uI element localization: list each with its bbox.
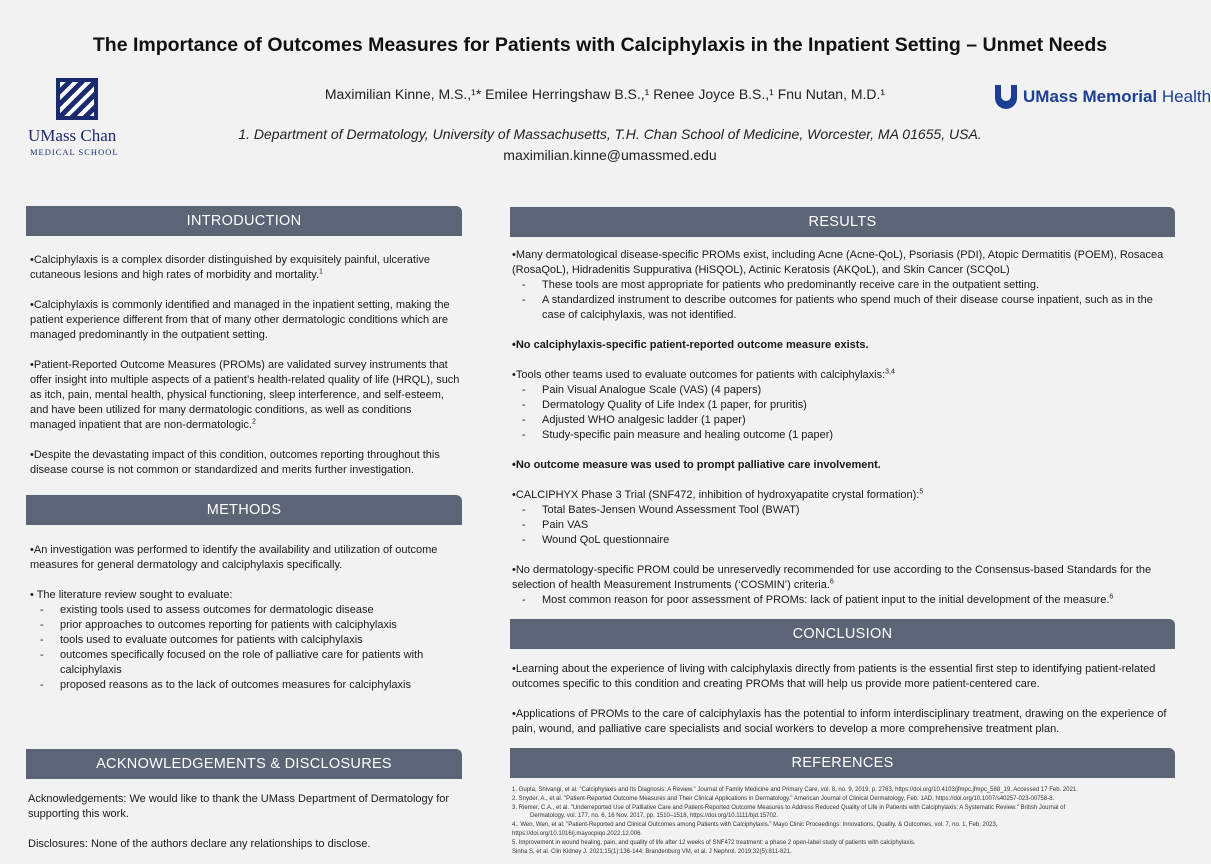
results-finding-1: •No calciphylaxis-specific patient-reported outcome measure exists. bbox=[512, 339, 869, 351]
results-p3-list bbox=[512, 503, 1172, 548]
list-item: - Total Bates-Jensen Wound Assessment Tool (BWAT) bbox=[512, 503, 1172, 518]
list-item: - Pain VAS bbox=[512, 518, 1172, 533]
results-p4-sup: 6 bbox=[829, 578, 834, 586]
reference-line: Sinha S, et al. Clin Kidney J. 2021;15(1):136-144; Brandenburg VM, et al. J Nephrol. 2019;32(5):811-821. bbox=[512, 848, 792, 855]
results-p2: •Tools other teams used to evaluate outcomes for patients with calciphylaxis: bbox=[512, 369, 886, 381]
list-item: - Wound QoL questionnaire bbox=[512, 533, 1172, 548]
list-item: - existing tools used to assess outcomes for dermatologic disease bbox=[30, 603, 460, 618]
results-p4-item-sup: 6 bbox=[1109, 593, 1114, 601]
list-item: - A standardized instrument to describe outcomes for patients who spend much of their disease course inpatient, such as in the case of calciphylaxis, was not identified. bbox=[512, 293, 1172, 323]
list-item: - outcomes specifically focused on the role of palliative care for patients with calciphylaxis bbox=[30, 648, 460, 678]
results-p3-sup: 5 bbox=[919, 488, 924, 496]
methods-p2: • The literature review sought to evaluate: bbox=[30, 589, 233, 601]
references-heading: REFERENCES bbox=[510, 748, 1175, 778]
intro-p3: •Patient-Reported Outcome Measures (PROMs) are validated survey instruments that offer insight into multiple aspects of a patient’s health-related quality of life (HRQL), such as itch, pain, mental health, physical functioning, sleep interference, and self-esteem, and have been utilized for many dermatologic conditions, as well as conditions managed inpatient that are non-dermatologic. bbox=[30, 359, 460, 431]
conclusion-body bbox=[512, 662, 1172, 737]
contact-email[interactable]: maximilian.kinne@umassmed.edu bbox=[503, 147, 717, 163]
reference-line: 5. Improvement in wound healing, pain, and quality of life after 12 weeks of SNF472 treatment: a phase 2 open-label study of patients with calciphylaxis. bbox=[512, 839, 916, 846]
list-item: - prior approaches to outcomes reporting for patients with calciphylaxis bbox=[30, 618, 460, 633]
reference-line: Dermatology, vol. 177, no. 6, 16 Nov. 2017, pp. 1510–1518, https://doi.org/10.1111/bjd.15702. bbox=[530, 813, 778, 820]
results-p2-list bbox=[512, 383, 1172, 443]
results-p4-list bbox=[512, 593, 1172, 608]
list-item: Most common reason for poor assessment of PROMs: lack of patient input to the initial development of the measure. bbox=[542, 594, 1110, 606]
introduction-body bbox=[30, 253, 460, 493]
intro-p1: •Calciphylaxis is a complex disorder distinguished by exquisitely painful, ulcerative cutaneous lesions and high rates of morbidity and mortality. bbox=[30, 254, 431, 281]
logo-left-name: UMass Chan bbox=[28, 126, 117, 145]
ack-text: Acknowledgements: We would like to thank the UMass Department of Dermatology for supporting this work. bbox=[28, 793, 450, 820]
results-p1: •Many dermatological disease-specific PROMs exist, including Acne (Acne-QoL), Psoriasis (PDI), Atopic Dermatitis (POEM), Rosacea (RosaQoL), Hidradenitis Suppurativa (HiSQOL), Actinic Keratosis (AKQoL), and Skin Cancer (SCQoL) bbox=[512, 249, 1164, 276]
results-p3: •CALCIPHYX Phase 3 Trial (SNF472, inhibition of hydroxyapatite crystal formation): bbox=[512, 489, 920, 501]
methods-list bbox=[30, 603, 460, 693]
methods-p1: •An investigation was performed to identify the availability and utilization of outcome measures for general dermatology and calciphylaxis specifically. bbox=[30, 544, 438, 571]
results-heading: RESULTS bbox=[510, 207, 1175, 237]
intro-p2: •Calciphylaxis is commonly identified and managed in the inpatient setting, making the patient experience different from that of many other dermatologic conditions which are managed predominantly in the outpatient setting. bbox=[30, 299, 450, 341]
results-p2-sup: 3,4 bbox=[885, 368, 895, 376]
disclosures-text: Disclosures: None of the authors declare any relationships to disclose. bbox=[28, 838, 371, 850]
reference-line: 2. Snyder, A., et al. "Patient-Reported Outcome Measures and Their Clinical Applications in Dermatology." American Journal of Clinical Dermatology, Feb. 1AD, https://doi.org/10.1007/s40257-023-00758-8. bbox=[512, 795, 1055, 802]
conclusion-heading: CONCLUSION bbox=[510, 619, 1175, 649]
affiliation-line: 1. Department of Dermatology, University of Massachusetts, T.H. Chan School of Medicine, Worcester, MA 01655, USA. bbox=[238, 126, 982, 142]
list-item: - Dermatology Quality of Life Index (1 paper, for pruritis) bbox=[512, 398, 1172, 413]
methods-body bbox=[30, 543, 460, 693]
list-item: - These tools are most appropriate for patients who predominantly receive care in the outpatient setting. bbox=[512, 278, 1172, 293]
reference-line: https://doi.org/10.1016/j.mayocpiqo.2022.12.006. bbox=[512, 830, 643, 837]
results-p4: •No dermatology-specific PROM could be unreservedly recommended for use according to the Consensus-based Standards for the selection of health Measurement Instruments (‘COSMIN’) criteria. bbox=[512, 564, 1152, 591]
list-item: - proposed reasons as to the lack of outcomes measures for calciphylaxis bbox=[30, 678, 460, 693]
methods-heading: METHODS bbox=[26, 495, 462, 525]
reference-line: 1. Gupta, Shivangi, et al. "Calciphylaxis and Its Diagnosis: A Review." Journal of Family Medicine and Primary Care, vol. 8, no. 9, 2019, p. 2763, https://doi.org/10.4103/jfmpc.jfmpc_588_19. Accessed 17 Feb. 2021. bbox=[512, 787, 1078, 793]
results-body bbox=[512, 248, 1172, 608]
list-item: - Pain Visual Analogue Scale (VAS) (4 papers) bbox=[512, 383, 1172, 398]
results-finding-2: •No outcome measure was used to prompt palliative care involvement. bbox=[512, 459, 881, 471]
list-item: - Adjusted WHO analgesic ladder (1 paper) bbox=[512, 413, 1172, 428]
references-list bbox=[512, 786, 1172, 856]
conclusion-p1: •Learning about the experience of living with calciphylaxis directly from patients is the essential first step to identifying patient-related outcomes specific to this condition and creating PROMs that will help us provide more patient-centered care. bbox=[512, 663, 1156, 690]
intro-p1-sup: 1 bbox=[319, 268, 323, 276]
list-item: - Study-specific pain measure and healing outcome (1 paper) bbox=[512, 428, 1172, 443]
results-p1-list bbox=[512, 278, 1172, 323]
logo-left-sub: MEDICAL SCHOOL bbox=[30, 147, 119, 157]
poster-title: The Importance of Outcomes Measures for Patients with Calciphylaxis in the Inpatient Setting – Unmet Needs bbox=[92, 34, 1108, 56]
intro-p3-sup: 2 bbox=[251, 418, 256, 426]
acknowledgements-body bbox=[28, 792, 460, 852]
list-item: - tools used to evaluate outcomes for patients with calciphylaxis bbox=[30, 633, 460, 648]
reference-line: 3. Riemer, C.A., et al. "Underreported Use of Palliative Care and Patient-Reported Outcome Measures to Address Reduced Quality of Life in Patients with Calciphylaxis: A Systematic Review." British Journal of bbox=[512, 804, 1066, 811]
logo-right-light: Health bbox=[1157, 87, 1211, 106]
authors-line: Maximilian Kinne, M.S.,¹* Emilee Herringshaw B.S.,¹ Renee Joyce B.S.,¹ Fnu Nutan, M.D.¹ bbox=[324, 86, 886, 102]
intro-p4: •Despite the devastating impact of this condition, outcomes reporting throughout this disease course is not common or standardized and merits further investigation. bbox=[30, 449, 440, 476]
conclusion-p2: •Applications of PROMs to the care of calciphylaxis has the potential to inform interdisciplinary treatment, drawing on the experience of pain, wound, and palliative care specialists and social workers to develop a more comprehensive treatment plan. bbox=[512, 708, 1167, 735]
logo-right-bold: UMass Memorial bbox=[1023, 87, 1158, 106]
introduction-heading: INTRODUCTION bbox=[26, 206, 462, 236]
acknowledgements-heading: ACKNOWLEDGEMENTS & DISCLOSURES bbox=[26, 749, 462, 779]
reference-line: 4.. Wen, Wen, et al. "Patient-Reported and Clinical Outcomes among Patients with Calciphylaxis." Mayo Clinic Proceedings: Innovations, Quality, & Outcomes, vol. 7, no. 1, Feb. 2023, bbox=[512, 822, 998, 829]
